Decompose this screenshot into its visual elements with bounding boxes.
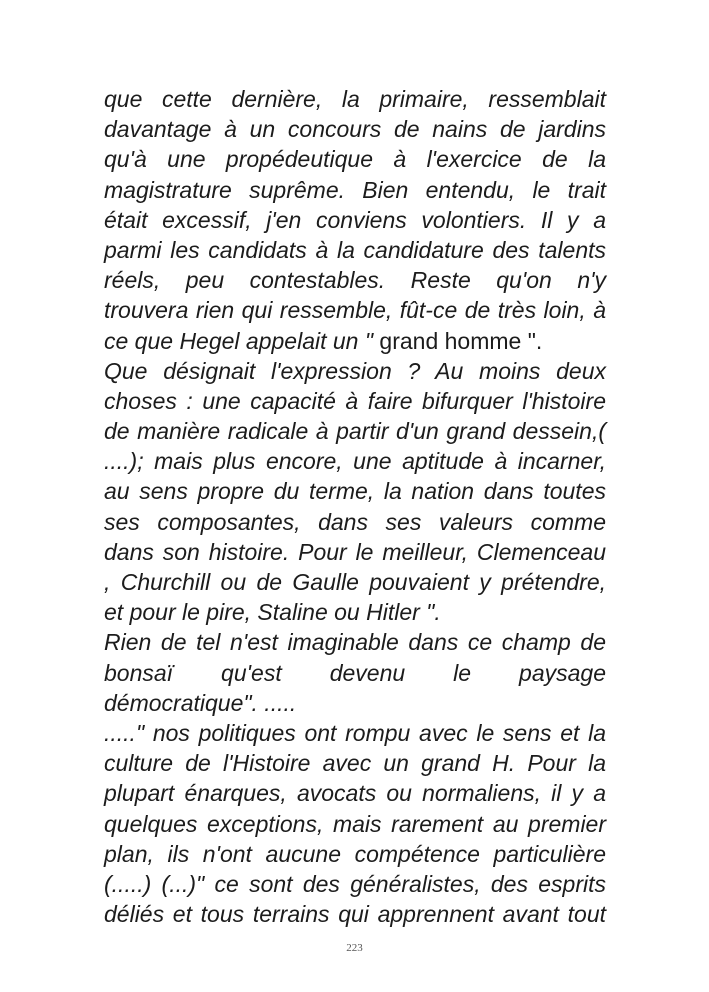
text-line-content: dans son histoire. Pour le meilleur, Clemenceau [104,538,606,565]
text-line [104,627,606,657]
text-line [104,446,606,476]
text-line [104,809,606,839]
text-line [104,476,606,506]
text-line-content: ce que Hegel appelait un " [104,327,374,354]
text-line [104,839,606,869]
text-line-upright: grand homme ". [373,327,543,354]
text-line-content: culture de l'Histoire avec un grand H. Pour la [104,750,606,777]
text-line [104,658,606,688]
text-line-content: et pour le pire, Staline ou Hitler ". [104,599,441,626]
text-line-content: (.....) (...)" ce sont des généralistes, des esprits [104,870,606,897]
text-line-content: ses composantes, dans ses valeurs comme [104,508,606,535]
text-line [104,597,606,627]
text-line [104,416,606,446]
text-line [104,507,606,537]
text-line-content: davantage à un concours de nains de jardins [104,116,606,143]
text-line-content: plupart énarques, avocats ou normaliens, il y a [104,780,606,807]
text-line-content: ....); mais plus encore, une aptitude à incarner, [104,448,606,475]
text-line [104,265,606,295]
text-line-content: bonsaï qu'est devenu le paysage [104,659,606,686]
text-line-content: qu'à une propédeutique à l'exercice de la [104,146,606,173]
text-line-content: Rien de tel n'est imaginable dans ce champ de [104,629,606,656]
text-line [104,114,606,144]
text-line-content: démocratique". ..... [104,689,297,716]
page-number: 223 [346,942,363,954]
text-line [104,84,606,114]
text-line-content: Que désignait l'expression ? Au moins deux [104,357,606,384]
text-line-content: ....." nos politiques ont rompu avec le sens et la [104,719,606,746]
text-line [104,205,606,235]
text-line [104,356,606,386]
text-line-content: déliés et tous terrains qui apprennent avant tout [104,901,606,928]
text-line [104,718,606,748]
text-line-content: , Churchill ou de Gaulle pouvaient y prétendre, [104,569,606,595]
text-line [104,899,606,929]
text-line-content: quelques exceptions, mais rarement au premier [104,810,606,837]
text-line-content: au sens propre du terme, la nation dans toutes [104,478,606,505]
text-line [104,748,606,778]
text-line-content: de manière radicale à partir d'un grand dessein,( [104,418,606,445]
text-line [104,778,606,808]
text-line [104,688,606,718]
text-line [104,175,606,205]
text-line-content: trouvera rien qui ressemble, fût-ce de très loin, à [104,297,606,324]
text-line-content: était excessif, j'en conviens volontiers. Il y a [104,206,606,233]
text-line-content: réels, peu contestables. Reste qu'on n'y [104,267,606,294]
text-line [104,386,606,416]
text-line [104,144,606,174]
text-line [104,326,606,356]
text-line [104,235,606,265]
text-line-content: parmi les candidats à la candidature des talents [104,236,606,263]
text-line [104,869,606,899]
text-line-content: plan, ils n'ont aucune compétence particulière [104,840,606,867]
text-line-content: magistrature suprême. Bien entendu, le trait [104,176,606,203]
text-line [104,567,606,597]
text-line [104,295,606,325]
text-line-content: que cette dernière, la primaire, ressemblait [104,86,606,112]
body-text [104,84,606,929]
text-line-content: choses : une capacité à faire bifurquer l'histoire [104,387,606,414]
text-line [104,537,606,567]
